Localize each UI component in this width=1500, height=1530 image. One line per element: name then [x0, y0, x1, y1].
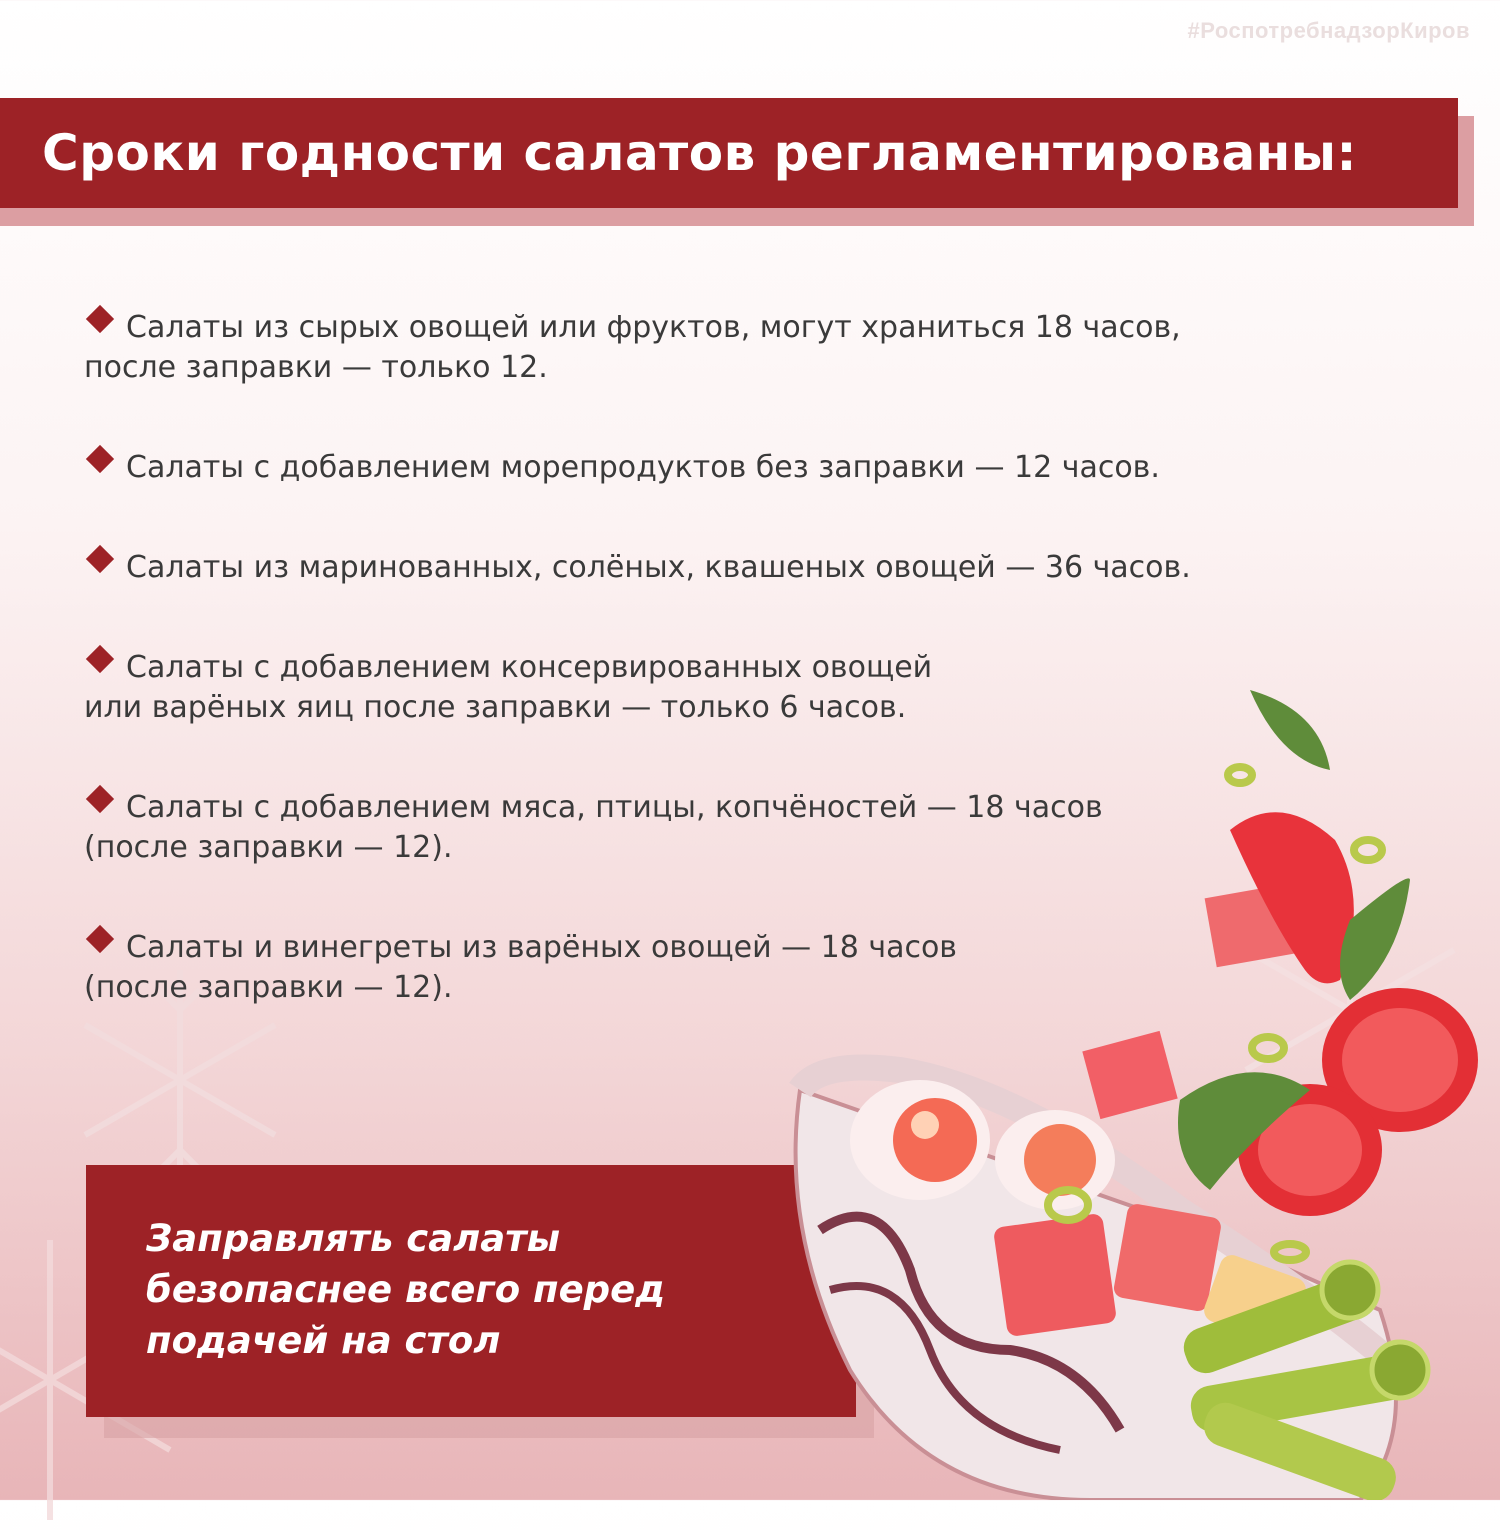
- list-item-line: Салаты из маринованных, солёных, квашеных овощей — 36 часов.: [126, 550, 1191, 585]
- list-item: [84, 308, 1284, 388]
- hashtag-watermark: #РоспотребнадзорКиров: [1187, 18, 1470, 43]
- diamond-bullet-icon: [86, 645, 114, 673]
- diamond-bullet-icon: [86, 785, 114, 813]
- list-item-line: Салаты из сырых овощей или фруктов, могут храниться 18 часов,: [126, 310, 1181, 345]
- list-item-line: Салаты с добавлением морепродуктов без заправки — 12 часов.: [126, 450, 1160, 485]
- list-item-line: (после заправки — 12).: [84, 970, 453, 1005]
- tomato-slice-icon: [1230, 812, 1478, 1216]
- diamond-bullet-icon: [86, 305, 114, 333]
- callout-text: [146, 1213, 806, 1366]
- list-item: [84, 448, 1284, 488]
- list-item-line: Салаты с добавлением консервированных овощей: [126, 650, 933, 685]
- list-item-line: (после заправки — 12).: [84, 830, 453, 865]
- diamond-bullet-icon: [86, 545, 114, 573]
- list-item-line: или варёных яиц после заправки — только 6 часов.: [84, 690, 907, 725]
- title-bar: [0, 98, 1458, 208]
- callout-line: безопаснее всего перед: [146, 1268, 666, 1311]
- list-item: [84, 548, 1284, 588]
- diamond-bullet-icon: [86, 445, 114, 473]
- list-item-line: Салаты и винегреты из варёных овощей — 18 часов: [126, 930, 957, 965]
- salad-bowl-illustration: [760, 670, 1500, 1500]
- list-item-line: Салаты с добавлением мяса, птицы, копчёностей — 18 часов: [126, 790, 1103, 825]
- list-item-line: после заправки — только 12.: [84, 350, 548, 385]
- callout-line: подачей на стол: [146, 1319, 501, 1362]
- callout-box: [86, 1165, 856, 1417]
- page-title: Сроки годности салатов регламентированы:: [42, 124, 1357, 182]
- diamond-bullet-icon: [86, 925, 114, 953]
- callout-line: Заправлять салаты: [146, 1217, 561, 1260]
